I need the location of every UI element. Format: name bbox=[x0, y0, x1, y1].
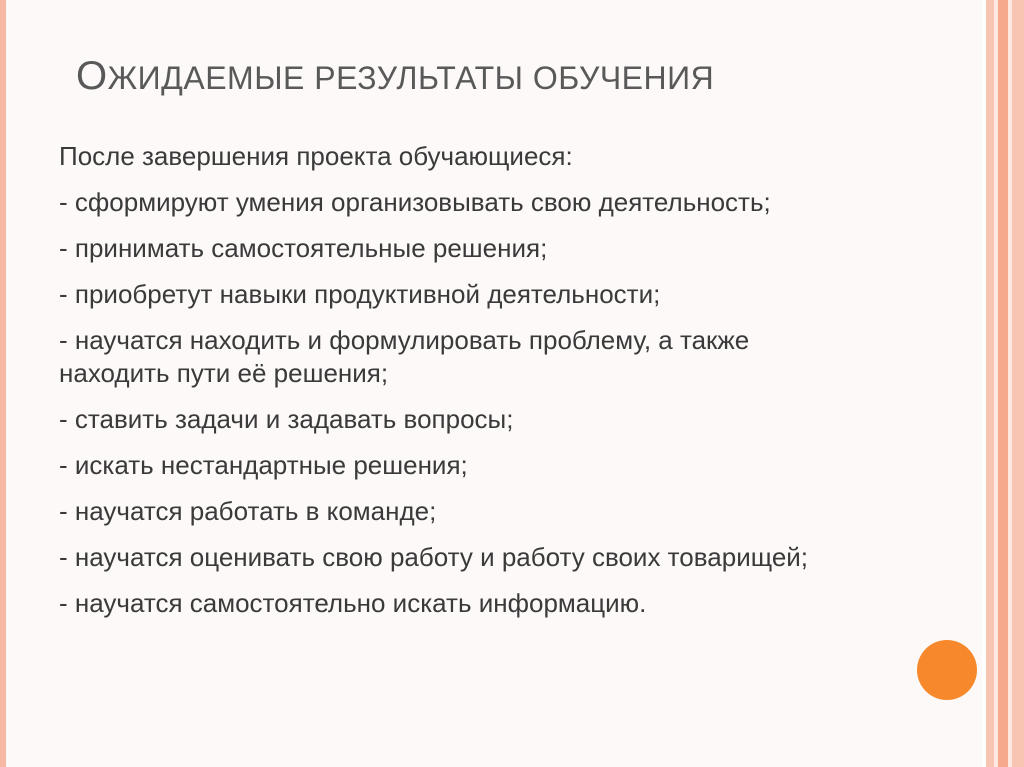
right-border-stripe bbox=[986, 0, 994, 767]
body-paragraph: - сформируют умения организовывать свою деятельность; bbox=[59, 187, 771, 217]
body-paragraph: - научатся оценивать свою работу и работу своих товарищей; bbox=[59, 542, 809, 572]
body-paragraph: После завершения проекта обучающиеся: bbox=[59, 141, 573, 171]
right-border-stripe bbox=[998, 0, 1008, 767]
decorative-circle bbox=[917, 640, 977, 700]
body-paragraph: - научатся самостоятельно искать информацию. bbox=[59, 588, 647, 618]
body-paragraph: - ставить задачи и задавать вопросы; bbox=[59, 404, 514, 434]
slide-title-initial: О bbox=[76, 54, 108, 98]
body-paragraph: - приобретут навыки продуктивной деятельности; bbox=[59, 279, 661, 309]
right-border-stripe bbox=[1012, 0, 1024, 767]
slide-title bbox=[76, 54, 714, 99]
body-paragraph: - научатся находить и формулировать проблему, а также находить пути её решения; bbox=[59, 325, 750, 388]
body-paragraph: - искать нестандартные решения; bbox=[59, 450, 468, 480]
body-paragraph: - научатся работать в команде; bbox=[59, 496, 437, 526]
body-paragraph: - принимать самостоятельные решения; bbox=[59, 233, 548, 263]
slide-body bbox=[59, 140, 859, 633]
slide-title-rest: ЖИДАЕМЫЕ РЕЗУЛЬТАТЫ ОБУЧЕНИЯ bbox=[107, 60, 715, 96]
